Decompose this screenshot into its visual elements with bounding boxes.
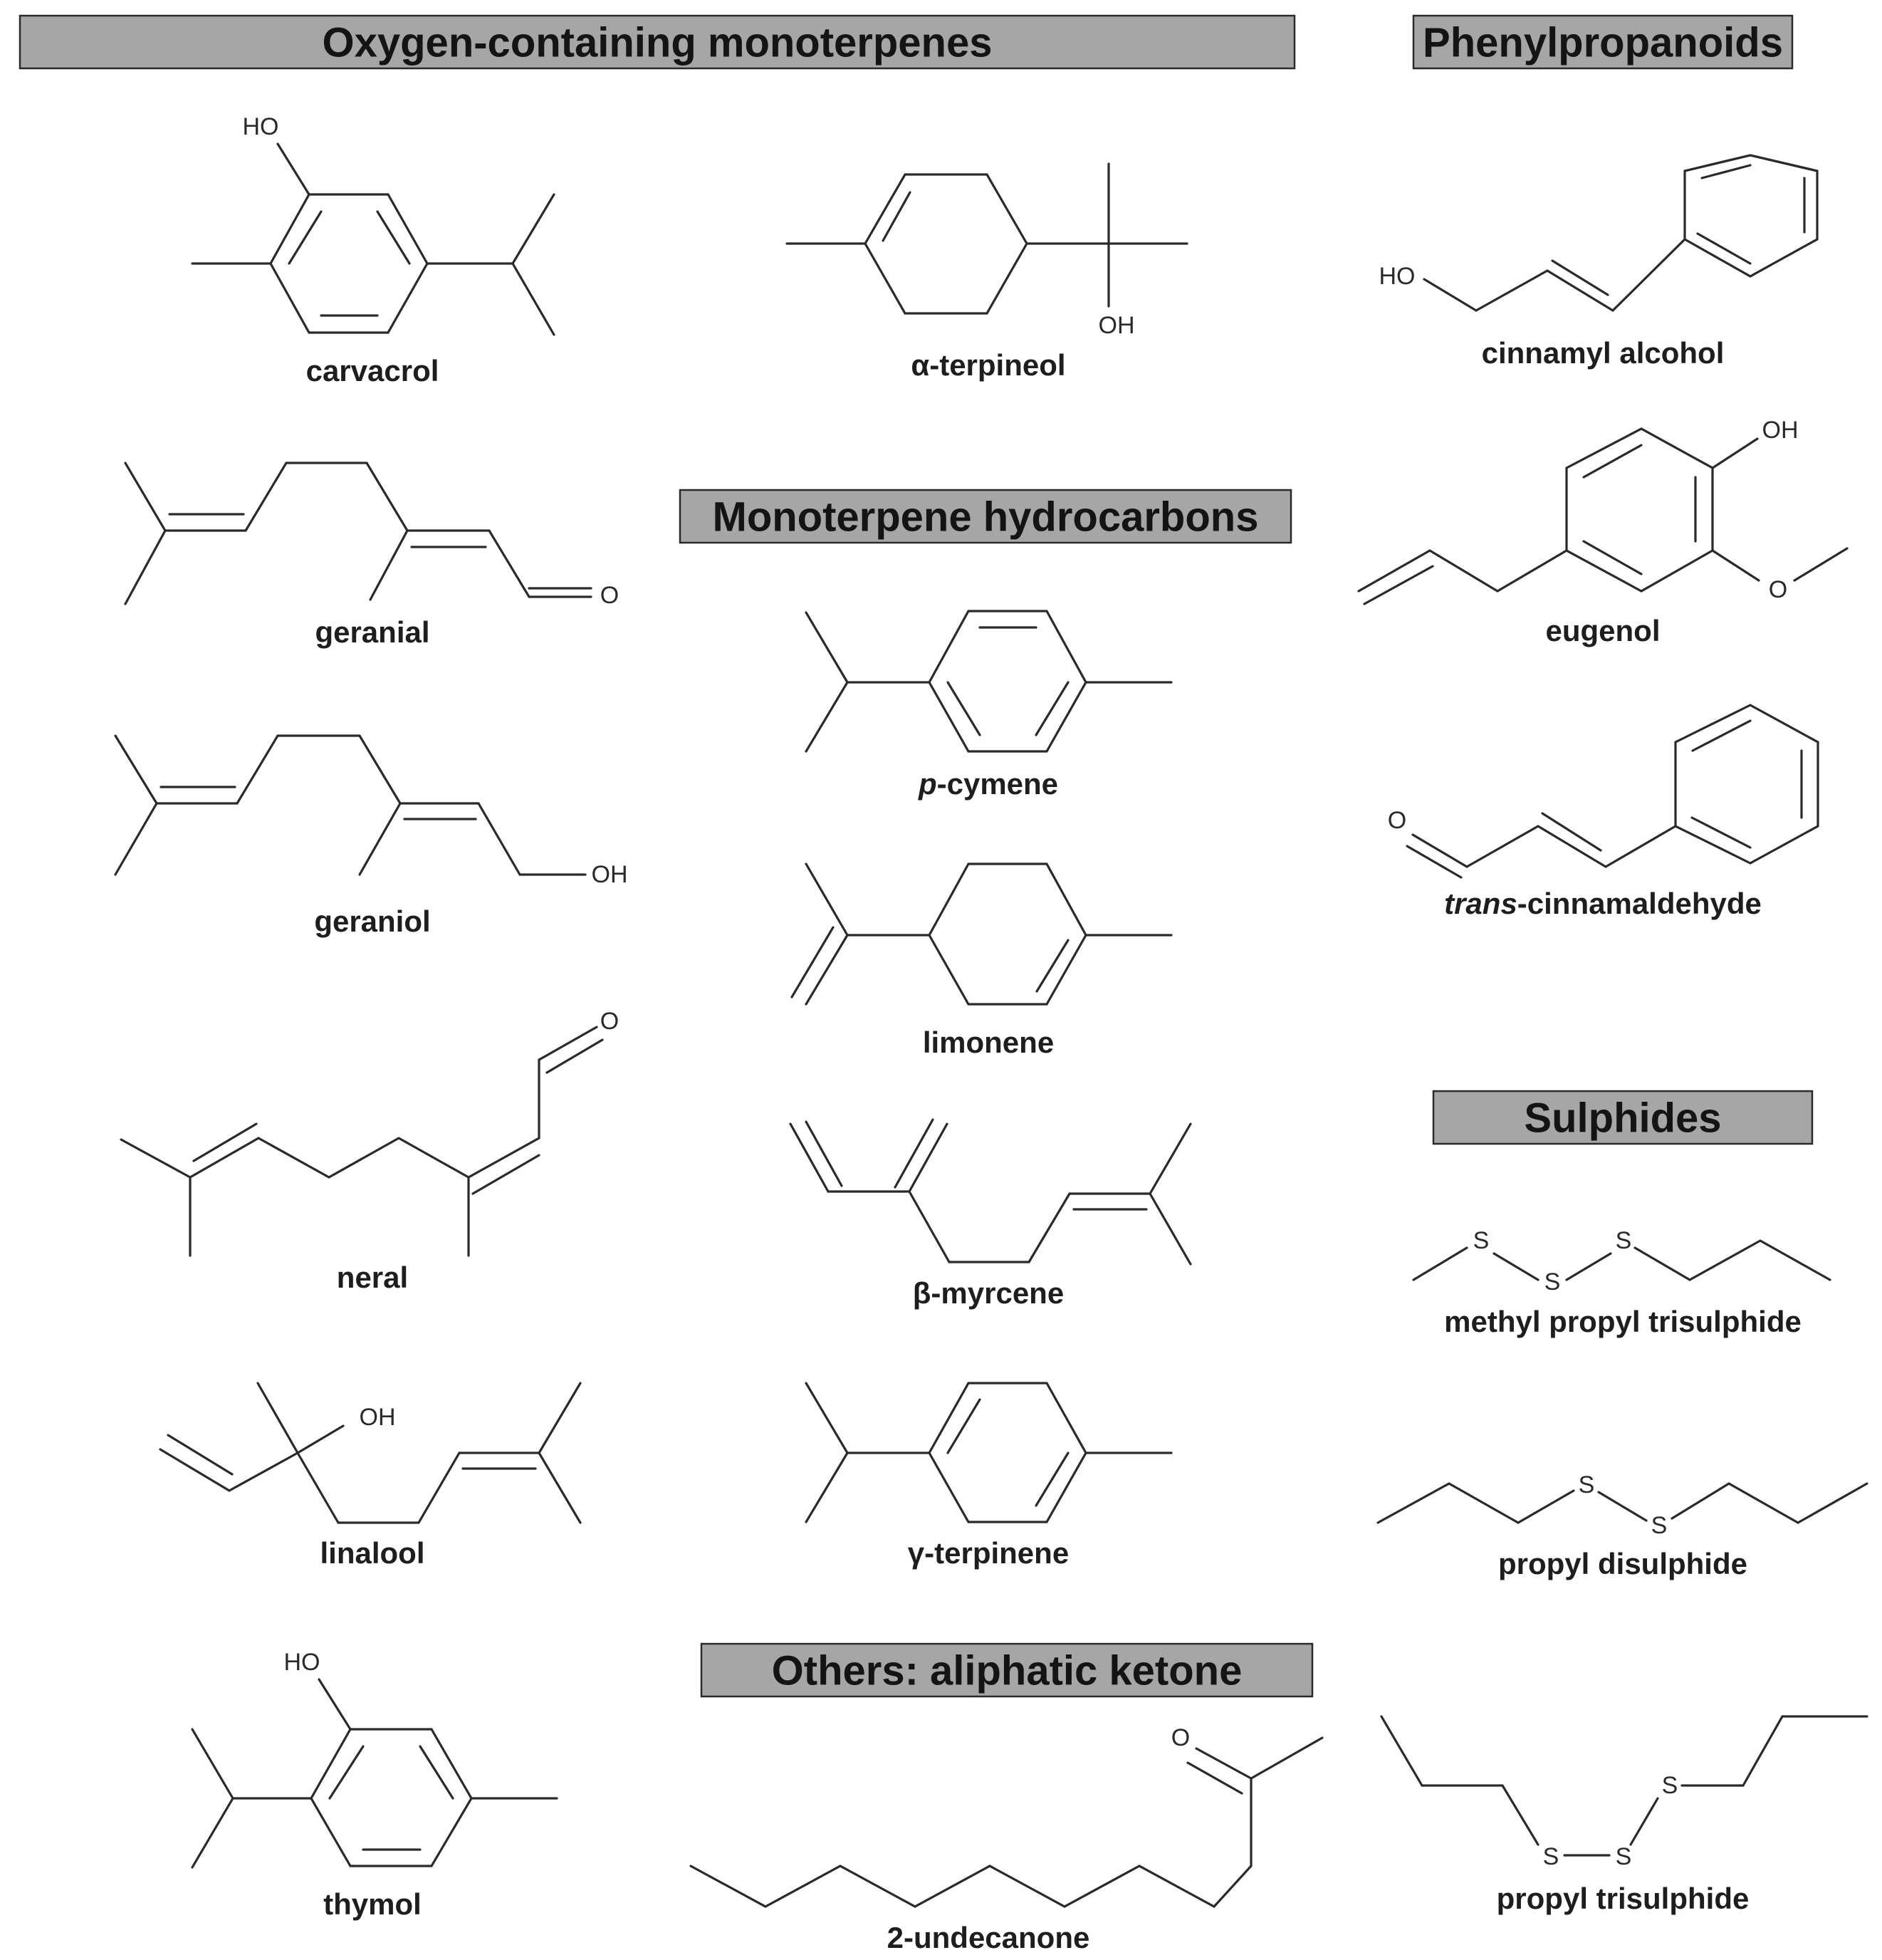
svg-text:Monoterpene hydrocarbons: Monoterpene hydrocarbons (712, 494, 1259, 541)
compound-name-neral: neral (336, 1261, 409, 1294)
molecule-geranial (125, 463, 619, 649)
header-others-aliphatic-ketone (701, 1644, 1312, 1696)
compound-name-alpha-terpineol: α-terpineol (911, 348, 1066, 382)
molecule-trans-cinnamaldehyde (1388, 705, 1818, 920)
sulfur-label: S (1578, 1471, 1595, 1498)
sulfur-label: S (1661, 1772, 1678, 1799)
sulfur-label: S (1615, 1227, 1632, 1254)
compound-name-methyl-propyl-trisulphide: methyl propyl trisulphide (1444, 1305, 1802, 1338)
header-sulphides (1433, 1091, 1812, 1144)
header-oxygen-containing-monoterpenes (20, 16, 1295, 68)
svg-text:Oxygen-containing monoterpenes: Oxygen-containing monoterpenes (322, 19, 993, 66)
compound-name-p-cymene: p-cymene (918, 767, 1059, 801)
molecule-eugenol (1359, 417, 1847, 647)
molecule-methyl-propyl-trisulphide (1413, 1227, 1830, 1338)
molecule-limonene (792, 864, 1171, 1059)
methoxy-oxygen-label: O (1768, 576, 1788, 603)
molecule-geraniol (115, 736, 628, 938)
compound-name-beta-myrcene: β-myrcene (912, 1276, 1065, 1310)
molecule-beta-myrcene (790, 1120, 1191, 1310)
molecule-alpha-terpineol (787, 164, 1187, 382)
svg-text:Sulphides: Sulphides (1524, 1095, 1722, 1142)
compound-name-eugenol: eugenol (1545, 614, 1661, 647)
compound-name-limonene: limonene (922, 1026, 1055, 1059)
sulfur-label: S (1542, 1843, 1559, 1870)
hydroxyl-label: HO (242, 113, 279, 140)
compound-name-propyl-disulphide: propyl disulphide (1497, 1547, 1748, 1580)
sulfur-label: S (1651, 1512, 1668, 1539)
svg-text:Phenylpropanoids: Phenylpropanoids (1423, 19, 1783, 66)
header-monoterpene-hydrocarbons (680, 490, 1291, 543)
compound-name-propyl-trisulphide: propyl trisulphide (1496, 1882, 1750, 1915)
compound-name-thymol: thymol (323, 1887, 422, 1921)
compound-name-geranial: geranial (315, 615, 430, 649)
hydroxyl-label: HO (283, 1649, 320, 1676)
hydroxyl-label: OH (359, 1404, 396, 1431)
oxygen-label: O (600, 1008, 620, 1035)
svg-text:Others: aliphatic ketone: Others: aliphatic ketone (771, 1647, 1243, 1694)
molecule-2-undecanone (691, 1724, 1322, 1954)
oxygen-label: O (1387, 807, 1407, 834)
molecule-linalool (160, 1383, 580, 1570)
hydroxyl-label: HO (1379, 263, 1416, 290)
compound-name-cinnamyl-alcohol: cinnamyl alcohol (1481, 336, 1725, 370)
sulfur-label: S (1615, 1843, 1632, 1870)
header-phenylpropanoids (1413, 16, 1792, 68)
sulfur-label: S (1473, 1227, 1490, 1254)
molecule-neral (121, 1008, 619, 1294)
molecule-p-cymene (806, 611, 1171, 801)
hydroxyl-label: OH (1762, 417, 1799, 444)
compound-name-linalool: linalool (320, 1536, 425, 1570)
compound-name-carvacrol: carvacrol (305, 354, 439, 387)
sulfur-label: S (1544, 1268, 1561, 1296)
molecule-gamma-terpinene (806, 1383, 1171, 1570)
oxygen-label: O (1171, 1724, 1191, 1751)
oxygen-label: O (600, 582, 620, 609)
molecule-propyl-trisulphide (1381, 1716, 1867, 1915)
molecule-propyl-disulphide (1378, 1471, 1867, 1580)
molecule-cinnamyl-alcohol (1379, 155, 1818, 370)
molecule-thymol (192, 1649, 557, 1921)
molecule-carvacrol (192, 113, 554, 387)
compound-name-trans-cinnamaldehyde: trans-cinnamaldehyde (1444, 887, 1762, 920)
hydroxyl-label: OH (1098, 312, 1135, 339)
hydroxyl-label: OH (591, 861, 628, 888)
compound-name-geraniol: geraniol (314, 905, 431, 938)
compound-name-gamma-terpinene: γ-terpinene (907, 1536, 1070, 1570)
compound-name-2-undecanone: 2-undecanone (887, 1921, 1090, 1954)
